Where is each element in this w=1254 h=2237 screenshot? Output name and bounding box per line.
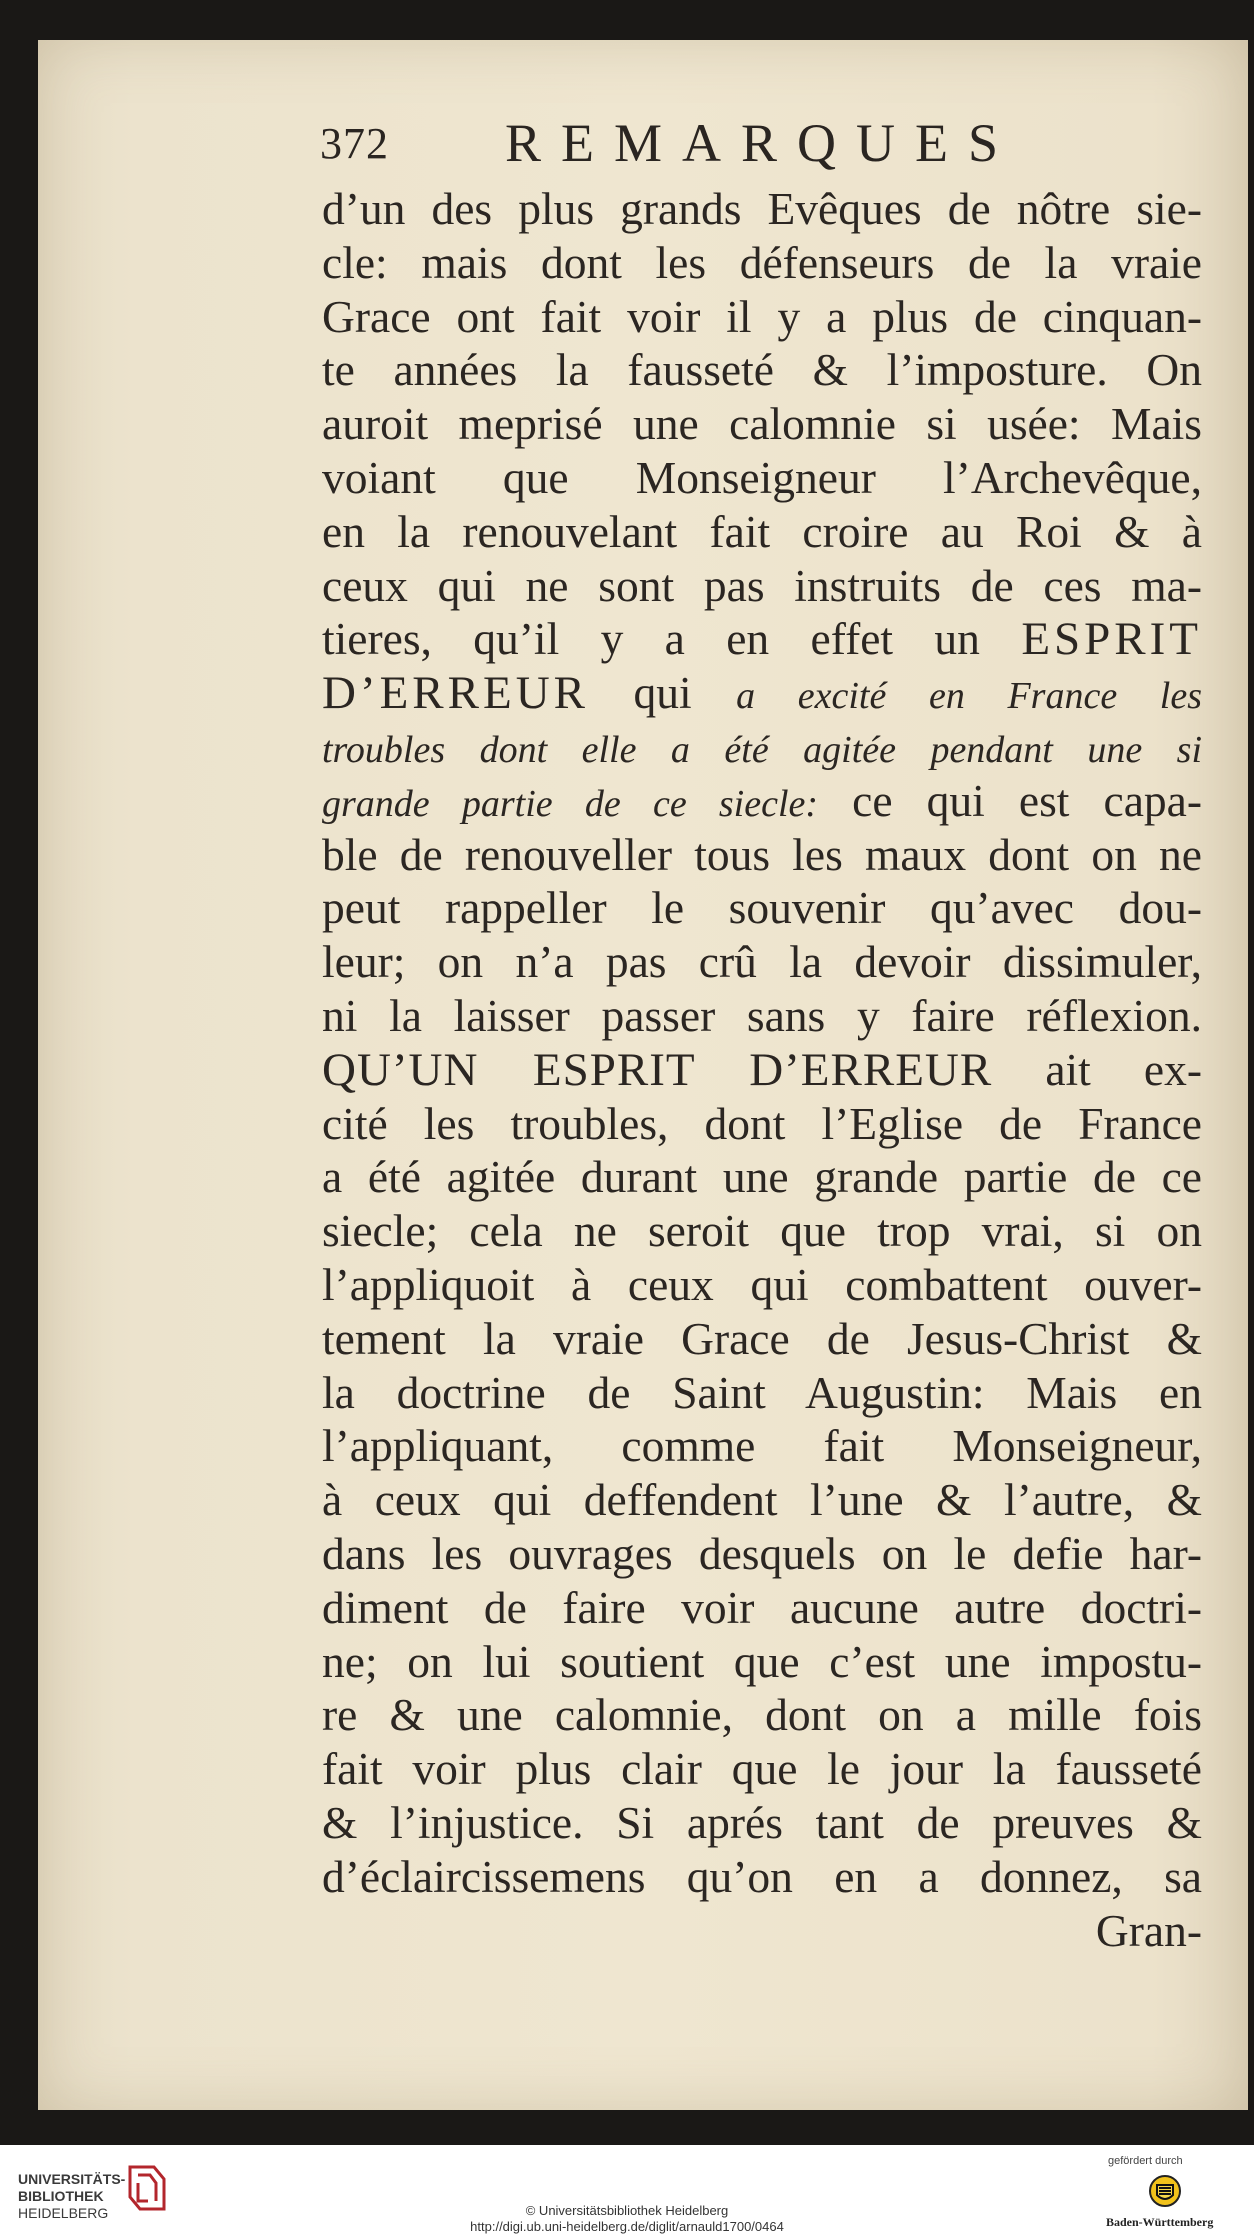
italic-segment: troubles dont elle a été agitée pendant une si [322, 728, 1202, 771]
page-header [320, 112, 1200, 182]
text-line: dans les ouvrages desquels on le defie har- [322, 1527, 1202, 1579]
text-line: en la renouvelant fait croire au Roi & à [322, 505, 1202, 557]
text-segment: ait ex- [1045, 1043, 1202, 1095]
running-title: REMARQUES [505, 113, 1019, 173]
text-line: ne; on lui soutient que c’est une impostu- [322, 1635, 1202, 1687]
small-caps-segment: D’ERREUR [322, 667, 589, 720]
text-line-mixed [322, 774, 1202, 828]
page-number: 372 [320, 119, 389, 168]
text-line: te années la fausseté & l’imposture. On [322, 344, 1202, 396]
text-line: cle: mais dont les défenseurs de la vraie [322, 236, 1202, 288]
text-line: ni la laisser passer sans y faire réflexion. [322, 989, 1202, 1041]
text-line-mixed [322, 1043, 1202, 1097]
text-line: peut rappeller le souvenir qu’avec dou- [322, 882, 1202, 934]
text-line-italic [322, 720, 1202, 774]
copyright-block [0, 2203, 1254, 2235]
coat-of-arms-icon [1148, 2173, 1182, 2211]
text-line: siecle; cela ne seroit que trop vrai, si on [322, 1205, 1202, 1257]
text-line: re & une calomnie, dont on a mille fois [322, 1689, 1202, 1741]
body-text [322, 182, 1202, 1957]
copyright-text: © Universitätsbibliothek Heidelberg [525, 2203, 729, 2218]
text-line: leur; on n’a pas crû la devoir dissimuler, [322, 936, 1202, 988]
text-line-mixed [322, 612, 1202, 666]
text-segment: tieres, qu’il y a en effet un [322, 613, 980, 665]
text-line: ceux qui ne sont pas instruits de ces ma- [322, 559, 1202, 611]
permalink[interactable]: http://digi.ub.uni-heidelberg.de/diglit/arnauld1700/0464 [470, 2219, 784, 2234]
text-line: a été agitée durant une grande partie de ce [322, 1151, 1202, 1203]
text-line: & l’injustice. Si aprés tant de preuves & [322, 1796, 1202, 1848]
text-line: à ceux qui deffendent l’une & l’autre, & [322, 1474, 1202, 1526]
italic-segment: a excité en France les [736, 675, 1202, 718]
text-segment: qui [633, 667, 692, 719]
text-line: l’appliquoit à ceux qui combattent ouver- [322, 1258, 1202, 1310]
text-line: d’éclaircissemens qu’on en a donnez, sa [322, 1850, 1202, 1902]
text-line: fait voir plus clair que le jour la fausseté [322, 1743, 1202, 1795]
viewer-footer [0, 2145, 1254, 2237]
text-segment: ce qui est capa- [852, 774, 1202, 826]
sponsor-name: Baden-Württemberg [1106, 2215, 1214, 2229]
library-name-line: UNIVERSITÄTS- [18, 2171, 126, 2187]
text-line: tement la vraie Grace de Jesus-Christ & [322, 1312, 1202, 1364]
text-line: auroit meprisé une calomnie si usée: Mais [322, 398, 1202, 450]
text-line-mixed [322, 666, 1202, 720]
library-name-line: BIBLIOTHEK [18, 2188, 104, 2204]
text-line: ble de renouveller tous les maux dont on ne [322, 828, 1202, 880]
text-line: la doctrine de Saint Augustin: Mais en [322, 1366, 1202, 1418]
text-line: cité les troubles, dont l’Eglise de France [322, 1097, 1202, 1149]
text-line: diment de faire voir aucune autre doctri- [322, 1581, 1202, 1633]
text-line: l’appliquant, comme fait Monseigneur, [322, 1420, 1202, 1472]
text-line: voiant que Monseigneur l’Archevêque, [322, 451, 1202, 503]
italic-segment: grande partie de ce siecle: [322, 782, 819, 825]
small-caps-segment: ESPRIT [1021, 613, 1202, 666]
sponsor-label: gefördert durch [1108, 2155, 1183, 2167]
catchword: Gran- [1095, 1904, 1202, 1956]
text-line: Grace ont fait voir il y a plus de cinquan- [322, 290, 1202, 342]
text-line: d’un des plus grands Evêques de nôtre sie- [322, 183, 1202, 234]
small-caps-segment: QU’UN ESPRIT D’ERREUR [322, 1043, 993, 1096]
library-name-line: HEIDELBERG [18, 2205, 109, 2221]
